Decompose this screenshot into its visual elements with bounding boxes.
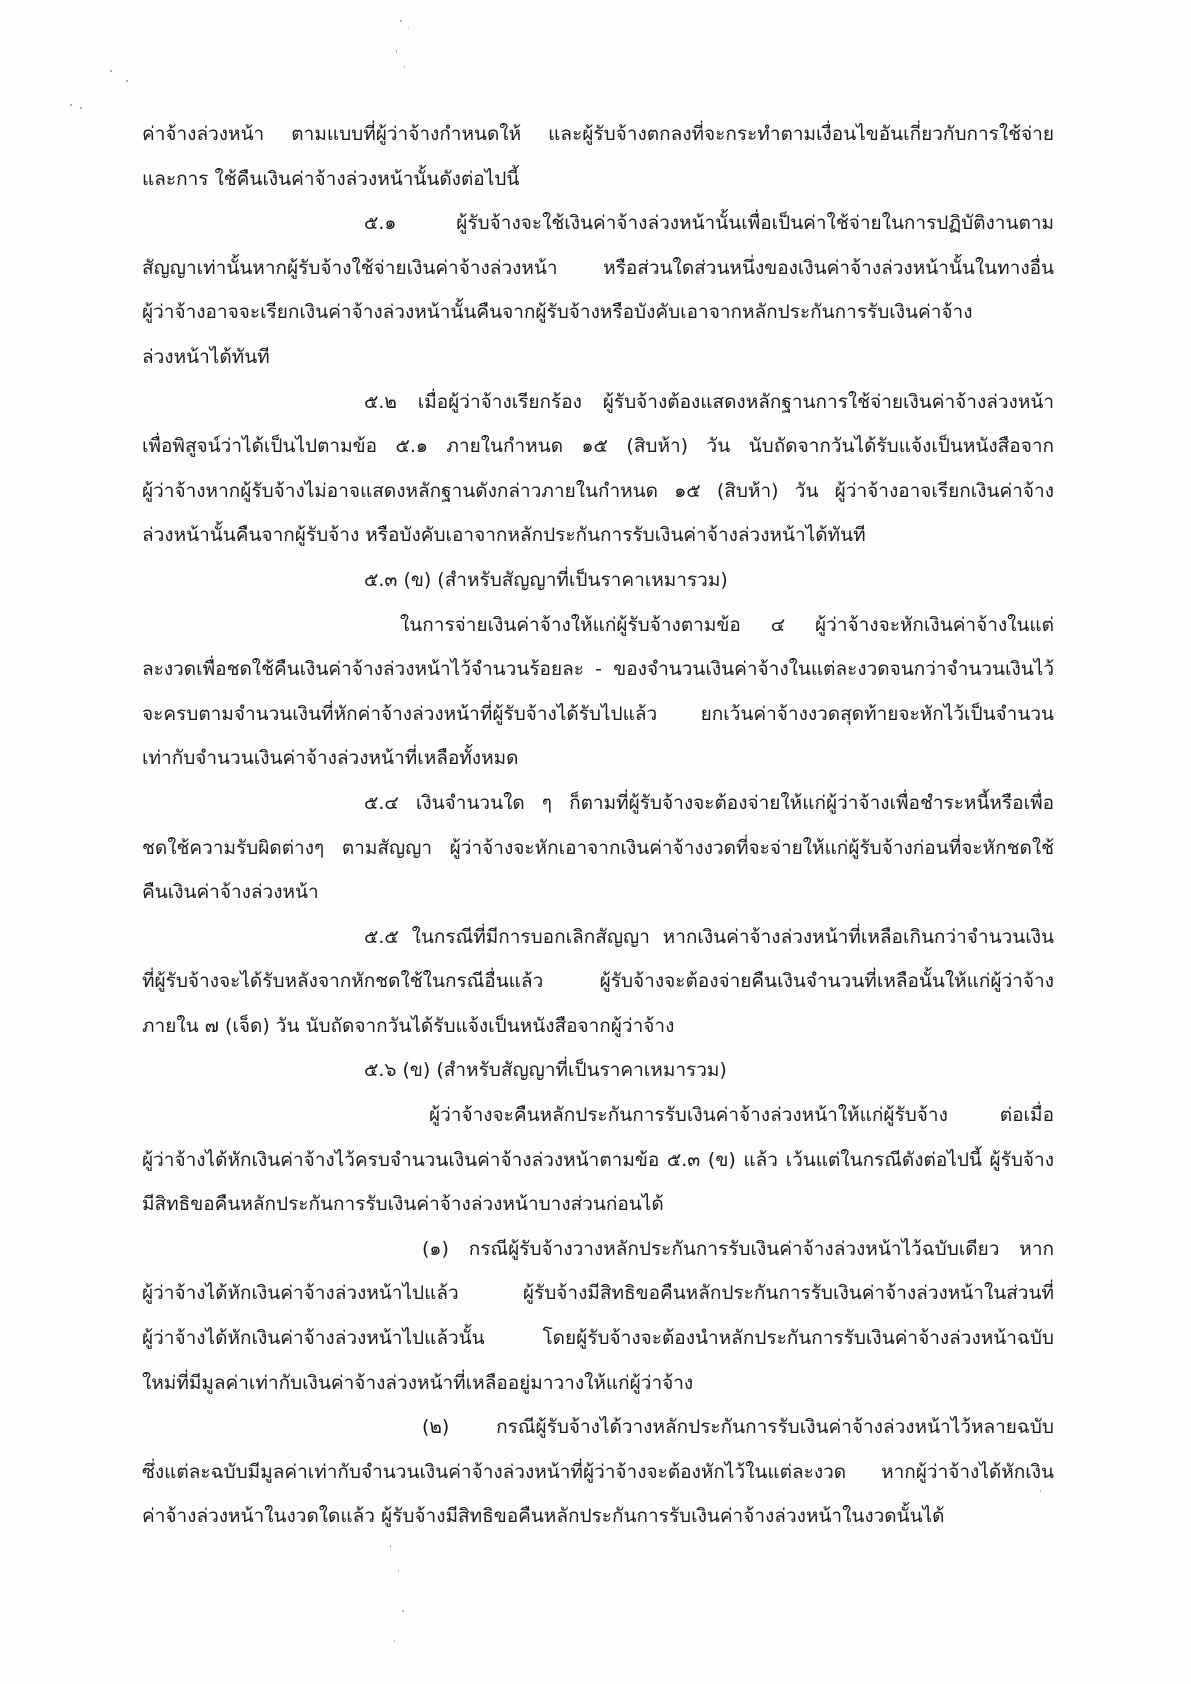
text-line: ผู้ว่าจ้างได้หักเงินค่าจ้างล่วงหน้าไปแล้วนั้น โดยผู้รับจ้างจะต้องนำหลักประกันการรับเงินค่าจ้างล่วงหน้าฉบับ [142, 1327, 1054, 1350]
scan-speck [110, 70, 112, 72]
scan-speck [398, 1570, 399, 1572]
scan-speck [402, 1610, 404, 1612]
text-line: ผู้ว่าจ้างได้หักเงินค่าจ้างล่วงหน้าไปแล้ว ผู้รับจ้างมีสิทธิขอคืนหลักประกันการรับเงินค่าจ้างล่วงหน้าในส่วนที่ [142, 1282, 1054, 1305]
clause-line: ๕.๒ เมื่อผู้ว่าจ้างเรียกร้อง ผู้รับจ้างต้องแสดงหลักฐานการใช้จ่ายเงินค่าจ้างล่วงหน้า [364, 390, 1054, 413]
contract-body-text [142, 112, 1054, 1539]
clause-line: ๕.๓ (ข) (สำหรับสัญญาที่เป็นราคาเหมารวม) [364, 568, 728, 591]
text-line: เท่ากับจำนวนเงินค่าจ้างล่วงหน้าที่เหลือทั้งหมด [142, 747, 519, 770]
scan-speck [404, 66, 405, 68]
clause-line: ในการจ่ายเงินค่าจ้างให้แก่ผู้รับจ้างตามข้อ ๔ ผู้ว่าจ้างจะหักเงินค่าจ้างในแต่ [400, 613, 1054, 636]
text-line: คืนเงินค่าจ้างล่วงหน้า [142, 881, 319, 904]
clause-line: ผู้ว่าจ้างจะคืนหลักประกันการรับเงินค่าจ้างล่วงหน้าให้แก่ผู้รับจ้าง ต่อเมื่อ [429, 1104, 1054, 1127]
scan-speck [390, 1545, 391, 1548]
text-line: ผู้ว่าจ้างอาจจะเรียกเงินค่าจ้างล่วงหน้านั้นคืนจากผู้รับจ้างหรือบังคับเอาจากหลักประกันการรับเงินค่าจ้าง [142, 301, 973, 324]
clause-line: ๕.๕ ในกรณีที่มีการบอกเลิกสัญญา หากเงินค่าจ้างล่วงหน้าที่เหลือเกินกว่าจำนวนเงิน [364, 925, 1054, 948]
clause-line: ๕.๖ (ข) (สำหรับสัญญาที่เป็นราคาเหมารวม) [364, 1059, 727, 1082]
text-line: ล่วงหน้านั้นคืนจากผู้รับจ้าง หรือบังคับเอาจากหลักประกันการรับเงินค่าจ้างล่วงหน้าได้ทันที [142, 524, 866, 547]
text-line: ค่าจ้างล่วงหน้า ตามแบบที่ผู้ว่าจ้างกำหนดให้ และผู้รับจ้างตกลงที่จะกระทำตามเงื่อนไขอันเกี่ยวกับการใช้จ่าย [142, 123, 1054, 145]
clause-line: ๕.๔ เงินจำนวนใด ๆ ก็ตามที่ผู้รับจ้างจะต้องจ่ายให้แก่ผู้ว่าจ้างเพื่อชำระหนี้หรือเพื่อ [364, 791, 1054, 814]
text-line: ชดใช้ความรับผิดต่างๆ ตามสัญญา ผู้ว่าจ้างจะหักเอาจากเงินค่าจ้างงวดที่จะจ่ายให้แก่ผู้รับจ้างก่อนที่จะหักชดใช้ [142, 836, 1054, 859]
scan-speck [70, 104, 72, 106]
text-line: ซึ่งแต่ละฉบับมีมูลค่าเท่ากับจำนวนเงินค่าจ้างล่วงหน้าที่ผู้ว่าจ้างจะต้องหักไว้ในแต่ละงวด หากผู้ว่าจ้างได้หักเงิน [142, 1460, 1054, 1483]
text-line: มีสิทธิขอคืนหลักประกันการรับเงินค่าจ้างล่วงหน้าบางส่วนก่อนได้ [142, 1193, 664, 1216]
scan-speck [400, 20, 402, 22]
clause-line: (๒) กรณีผู้รับจ้างได้วางหลักประกันการรับเงินค่าจ้างล่วงหน้าไว้หลายฉบับ [422, 1416, 1054, 1439]
scan-speck [408, 28, 409, 29]
text-line: ผู้ว่าจ้างได้หักเงินค่าจ้างไว้ครบจำนวนเงินค่าจ้างล่วงหน้าตามข้อ ๕.๓ (ข) แล้ว เว้นแต่ในกรณีดังต่อไปนี้ ผู้รับจ้าง [142, 1148, 1054, 1171]
text-line: ใหม่ที่มีมูลค่าเท่ากับเงินค่าจ้างล่วงหน้าที่เหลืออยู่มาวางให้แก่ผู้ว่าจ้าง [142, 1371, 694, 1394]
text-line: ค่าจ้างล่วงหน้าในงวดใดแล้ว ผู้รับจ้างมีสิทธิขอคืนหลักประกันการรับเงินค่าจ้างล่วงหน้าในงวดนั้นได้ [142, 1505, 945, 1528]
text-line: ละงวดเพื่อชดใช้คืนเงินค่าจ้างล่วงหน้าไว้จำนวนร้อยละ - ของจำนวนเงินค่าจ้างในแต่ละงวดจนกว่าจำนวนเงินไว้ [142, 658, 1054, 681]
scan-speck [80, 107, 82, 109]
text-line: ภายใน ๗ (เจ็ด) วัน นับถัดจากวันได้รับแจ้งเป็นหนังสือจากผู้ว่าจ้าง [142, 1014, 675, 1037]
text-line: ที่ผู้รับจ้างจะได้รับหลังจากหักชดใช้ในกรณีอื่นแล้ว ผู้รับจ้างจะต้องจ่ายคืนเงินจำนวนที่เหลือนั้นให้แก่ผู้ว่าจ้าง [142, 970, 1054, 993]
text-line: เพื่อพิสูจน์ว่าได้เป็นไปตามข้อ ๕.๑ ภายในกำหนด ๑๕ (สิบห้า) วัน นับถัดจากวันได้รับแจ้งเป็นหนังสือจาก [142, 435, 1054, 458]
scan-speck [396, 50, 397, 53]
text-line: สัญญาเท่านั้นหากผู้รับจ้างใช้จ่ายเงินค่าจ้างล่วงหน้า หรือส่วนใดส่วนหนึ่งของเงินค่าจ้างล่วงหน้านั้นในทางอื่น [142, 256, 1054, 279]
scan-speck [126, 80, 128, 82]
text-line: ผู้ว่าจ้างหากผู้รับจ้างไม่อาจแสดงหลักฐานดังกล่าวภายในกำหนด ๑๕ (สิบห้า) วัน ผู้ว่าจ้างอาจเรียกเงินค่าจ้าง [142, 479, 1054, 502]
text-line: ล่วงหน้าได้ทันที [142, 345, 270, 368]
clause-line: (๑) กรณีผู้รับจ้างวางหลักประกันการรับเงินค่าจ้างล่วงหน้าไว้ฉบับเดียว หาก [422, 1237, 1054, 1260]
text-line: จะครบตามจำนวนเงินที่หักค่าจ้างล่วงหน้าที่ผู้รับจ้างได้รับไปแล้ว ยกเว้นค่าจ้างงวดสุดท้ายจะหักไว้เป็นจำนวน [142, 702, 1054, 725]
clause-line: ๕.๑ ผู้รับจ้างจะใช้เงินค่าจ้างล่วงหน้านั้นเพื่อเป็นค่าใช้จ่ายในการปฏิบัติงานตาม [364, 212, 1054, 235]
scan-speck [394, 1640, 395, 1642]
text-line: และการ ใช้คืนเงินค่าจ้างล่วงหน้านั้นดังต่อไปนี้ [142, 167, 520, 190]
